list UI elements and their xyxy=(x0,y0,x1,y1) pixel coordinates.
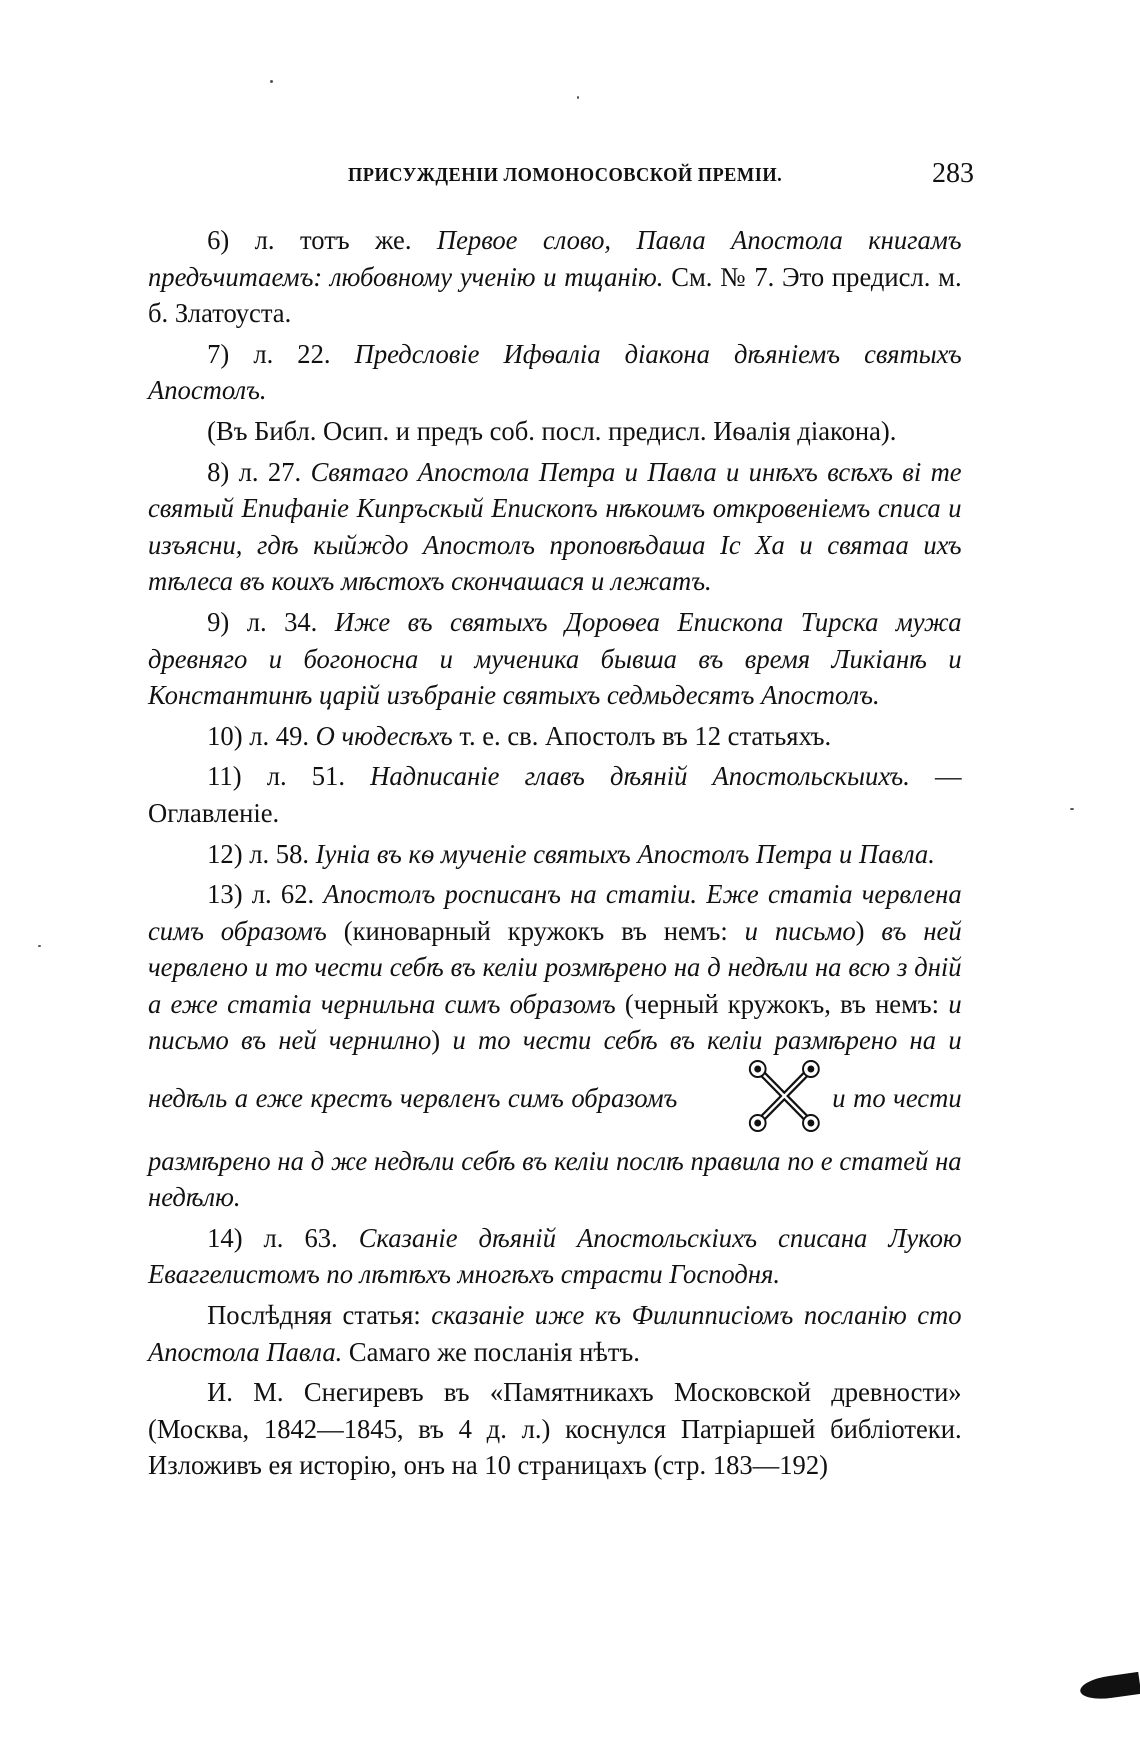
entry-number: 13) л. 62. xyxy=(207,879,315,910)
print-speck xyxy=(38,945,41,947)
entry-rest: т. е. св. Апостолъ въ 12 статьяхъ. xyxy=(459,720,832,751)
entry-number: 6) л. xyxy=(207,225,275,255)
entry-rest: — Оглавленіе. xyxy=(148,761,962,828)
closing-paragraph xyxy=(148,1374,962,1484)
entry-14 xyxy=(148,1220,962,1293)
entry-inline-italic: и письмо xyxy=(744,915,856,946)
entry-title: Первое слово, Павла Апостола книгамъ предъчитаемъ: любовному ученію и тщанію. xyxy=(148,225,962,292)
last-article xyxy=(148,1297,962,1370)
closing-text: И. М. Снегиревъ въ «Памятникахъ Московской древности» (Москва, 1842—1845, въ 4 д. л.) коснулся Патріаршей библіотеки. Изложивъ ея исторію, онъ на 10 страницахъ (стр. 183—192) xyxy=(148,1377,962,1481)
last-article-rest: Самаго же посланія нѣтъ. xyxy=(348,1336,640,1367)
entry-title: Надписаніе главъ дѣяній Апостольскыихъ. xyxy=(370,761,910,792)
entry-8 xyxy=(148,454,962,600)
entry-paren-close: ) xyxy=(855,915,865,946)
entry-continuation: и то чести себѣ въ келіи размѣрено на и недѣль а еже крестъ червленъ симъ образомъ xyxy=(148,1025,962,1114)
cross-icon xyxy=(748,1059,821,1133)
entry-number: 14) л. 63. xyxy=(207,1222,338,1253)
entry-note xyxy=(148,413,962,450)
entry-10 xyxy=(148,718,962,755)
last-article-title: сказаніе иже къ Филипписіомъ посланію сто Апостола Павла. xyxy=(148,1300,962,1367)
entry-note-text: (Въ Библ. Осип. и предъ соб. посл. предисл. Иѳалія діакона). xyxy=(207,415,897,446)
entry-number: 12) л. 58. xyxy=(207,838,310,869)
entry-13 xyxy=(148,876,962,1216)
text-block xyxy=(148,222,962,1488)
entry-inline-italic: и письмо въ ней чернилно xyxy=(148,988,962,1056)
entry-continuation: въ ней червлено и то чести себѣ въ келіи розмѣрено на д недѣли на всю з дній а еже статіа чернильна симъ образомъ xyxy=(148,915,962,1019)
last-article-lead: Послѣдняя статья: xyxy=(207,1300,421,1331)
entry-title: Иже въ святыхъ Дороѳеа Епископа Тирска мужа древняго и богоносна и мученика бывша въ время Ликіанѣ и Константинѣ царій изъбраніе святыхъ седмьдесятъ Апостолъ. xyxy=(148,606,962,711)
entry-title: Сказаніе дѣяній Апостольскіихъ списана Лукою Еваггелистомъ по лѣтѣхъ многѣхъ страсти Господня. xyxy=(148,1222,962,1290)
entry-title: Апостолъ росписанъ на статіи. Еже статіа червлена симъ образомъ xyxy=(148,879,962,946)
entry-title: Іуніа въ кѳ мученіе святыхъ Апостолъ Петра и Павла. xyxy=(315,838,935,869)
entry-number: 11) л. 51. xyxy=(207,761,345,792)
running-title: ПРИСУЖДЕНІИ ЛОМОНОСОВСКОЙ ПРЕМІИ. xyxy=(348,164,783,186)
entry-7 xyxy=(148,336,962,409)
entry-paren: (киноварный кружокъ въ немъ: xyxy=(343,915,728,946)
page-edge-mark xyxy=(1079,1672,1140,1702)
entry-12 xyxy=(148,836,962,873)
entry-title: Предсловіе Ифѳаліа діакона дѣяніемъ святыхъ Апостолъ. xyxy=(148,338,962,406)
print-speck xyxy=(577,96,579,99)
page-number: 283 xyxy=(932,158,974,189)
crossed-keys-figure xyxy=(689,1059,821,1143)
entry-rest: См. № 7. Это предисл. м. б. Златоуста. xyxy=(148,261,962,329)
print-speck xyxy=(1070,808,1074,810)
entry-continuation: и то чести размѣрено на д же недѣли себѣ въ келіи послѣ правила по е статей на недѣлю. xyxy=(148,1083,962,1213)
entry-number: 9) л. 34. xyxy=(207,606,318,637)
entry-number: 8) л. 27. xyxy=(207,456,302,487)
print-speck xyxy=(270,80,273,83)
entry-11 xyxy=(148,758,962,831)
entry-title: О чюдесѣхъ xyxy=(315,720,453,751)
entry-number: 10) л. 49. xyxy=(207,720,310,751)
entry-9 xyxy=(148,604,962,714)
entry-paren-close: ) xyxy=(431,1025,441,1056)
running-head xyxy=(148,158,974,198)
entry-number: 7) л. 22. xyxy=(207,338,331,369)
entry-ref: тотъ же. xyxy=(299,225,412,255)
entry-title: Святаго Апостола Петра и Павла и инѣхъ всѣхъ ві те святый Епифаніе Кипръскый Епископъ нѣкоимъ откровеніемъ списа и изъясни, гдѣ кыйждо Апостолъ проповѣдаша Іс Ха и святаа ихъ тѣлеса въ коихъ мѣстохъ скончашася и лежатъ. xyxy=(148,456,962,597)
entry-paren: (черный кружокъ, въ немъ: xyxy=(624,988,940,1019)
entry-6 xyxy=(148,222,962,332)
